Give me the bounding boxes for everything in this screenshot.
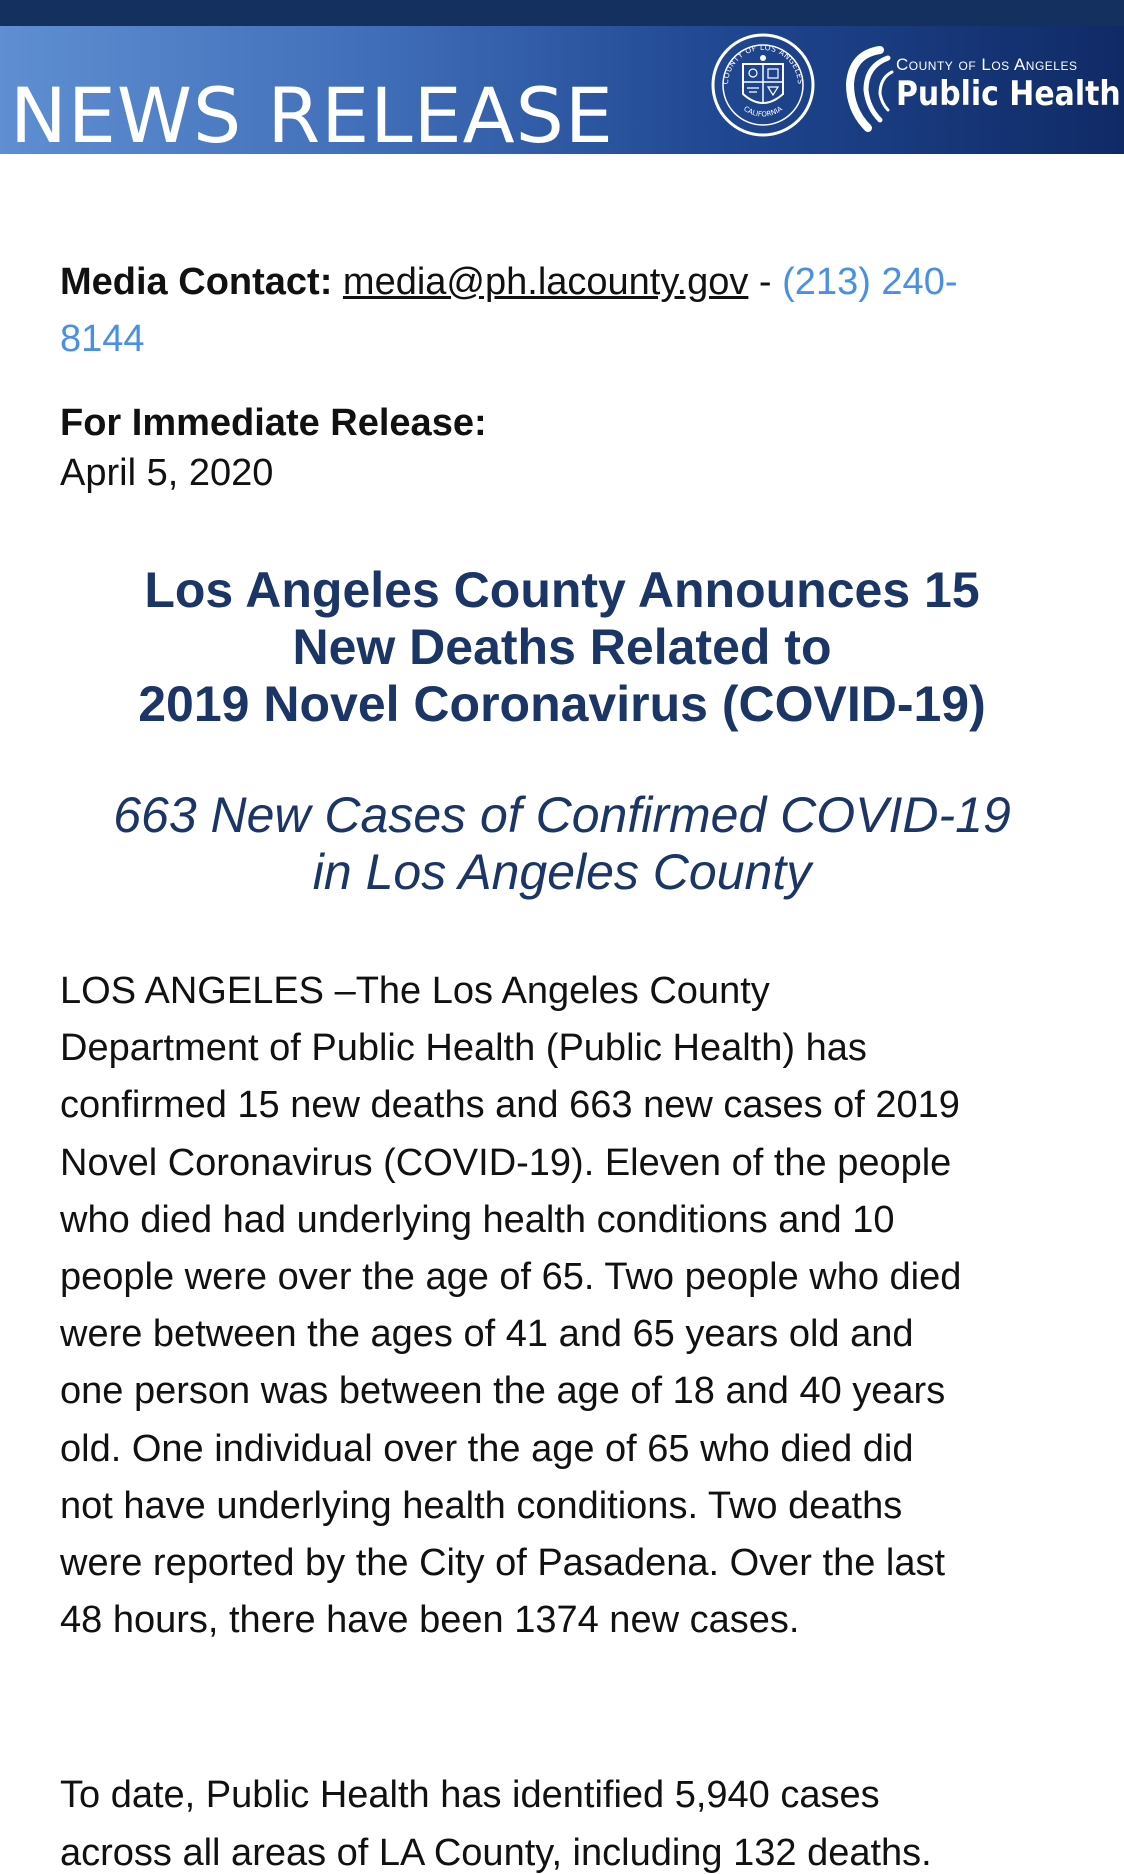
county-seal-icon <box>710 32 816 138</box>
media-contact-label: Media Contact: <box>60 261 333 303</box>
body-line: across all areas of LA County, including 132 deaths. <box>60 1831 932 1874</box>
body-paragraph-1 <box>60 963 1064 1649</box>
body-line: LOS ANGELES –The Los Angeles County <box>60 970 770 1012</box>
public-health-mark-icon <box>838 44 898 134</box>
banner-top-bar <box>0 0 1124 26</box>
body-line: old. One individual over the age of 65 who died did <box>60 1427 914 1470</box>
news-release-banner <box>0 0 1124 154</box>
body-line: one person was between the age of 18 and 40 years <box>60 1370 946 1413</box>
body-line: Novel Coronavirus (COVID-19). Eleven of the people <box>60 1141 952 1184</box>
body-line: were between the ages of 41 and 65 years old and <box>60 1313 914 1356</box>
body-line: not have underlying health conditions. Two deaths <box>60 1484 903 1527</box>
logo-county-text: County of Los Angeles <box>896 55 1078 74</box>
public-health-logo <box>838 44 1121 134</box>
subheadline-line: 663 New Cases of Confirmed COVID-19 <box>113 787 1011 843</box>
release-date: April 5, 2020 <box>60 452 274 494</box>
press-release-content <box>60 254 1064 1874</box>
body-line: who died had underlying health conditions and 10 <box>60 1198 895 1241</box>
body-line: To date, Public Health has identified 5,940 cases <box>60 1774 880 1817</box>
body-line: were reported by the City of Pasadena. Over the last <box>60 1542 946 1585</box>
media-contact-email-link[interactable]: media@ph.lacounty.gov <box>342 261 749 303</box>
media-contact <box>60 254 1064 368</box>
contact-separator: - <box>748 261 783 303</box>
headline <box>60 562 1064 733</box>
logo-public-health-text: Public Health <box>896 74 1121 114</box>
body-line: Department of Public Health (Public Health) has <box>60 1027 867 1070</box>
banner-title: NEWS RELEASE <box>10 71 614 154</box>
subheadline-line: in Los Angeles County <box>312 844 812 900</box>
body-paragraph-2 <box>60 1767 1064 1874</box>
svg-text:COUNTY OF LOS ANGELES: COUNTY OF LOS ANGELES <box>720 42 806 85</box>
subheadline <box>60 787 1064 901</box>
media-contact-phone-link-cont[interactable]: 8144 <box>60 318 145 360</box>
release-info <box>60 398 1064 498</box>
svg-text:CALIFORNIA: CALIFORNIA <box>742 104 784 119</box>
release-label: For Immediate Release: <box>60 402 487 444</box>
headline-line: New Deaths Related to <box>292 619 832 675</box>
headline-line: 2019 Novel Coronavirus (COVID-19) <box>138 676 986 732</box>
media-contact-phone-link[interactable]: (213) 240- <box>782 261 958 303</box>
body-line: confirmed 15 new deaths and 663 new cases of 2019 <box>60 1084 960 1127</box>
headline-line: Los Angeles County Announces 15 <box>144 562 980 618</box>
body-line: people were over the age of 65. Two people who died <box>60 1256 962 1299</box>
body-line: 48 hours, there have been 1374 new cases. <box>60 1599 800 1642</box>
